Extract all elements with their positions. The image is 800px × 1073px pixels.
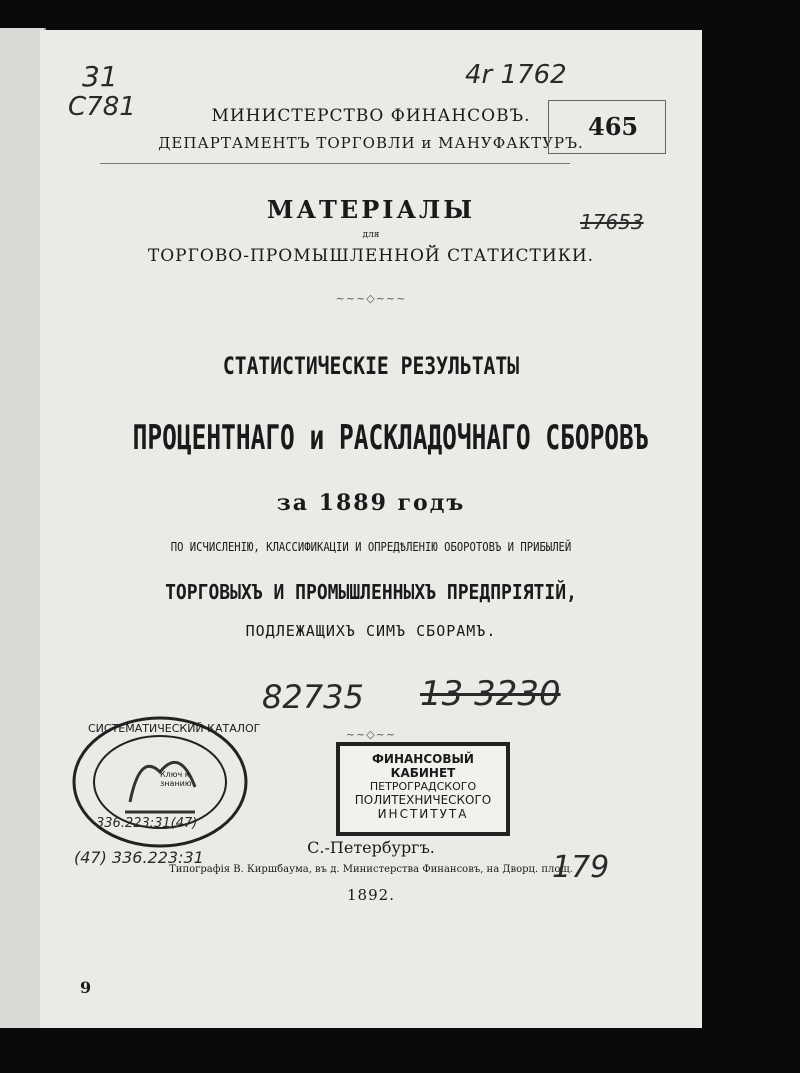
ministry-heading: МИНИСТЕРСТВО ФИНАНСОВЪ. — [211, 106, 531, 126]
handwritten-shelf-number: 31 — [82, 60, 118, 93]
institute-stamp-line1: ФИНАНСОВЫЙ КАБИНЕТ — [372, 752, 474, 780]
main-subject: ПОДЛЕЖАЩИХЪ СИМЪ СБОРАМЪ. — [245, 622, 497, 640]
imprint-year: 1892. — [347, 886, 395, 904]
main-title-line2: ПРОЦЕНТНАГО и РАСКЛАДОЧНАГО СБОРОВЪ — [132, 418, 649, 458]
ornament-divider-2: ~~◇~~ — [345, 728, 397, 741]
department-heading: ДЕПАРТАМЕНТЪ ТОРГОВЛИ и МАНУФАКТУРЪ. — [158, 134, 584, 152]
handwritten-top-right: 4r 1762 — [465, 60, 567, 90]
page-marker: 9 — [80, 978, 92, 997]
handwritten-stamp-ref: (47) 336.223:31 — [74, 848, 204, 867]
handwritten-number-left: 82735 — [262, 678, 364, 716]
institute-stamp-line4: ИНСТИТУТА — [377, 807, 469, 821]
institute-stamp — [336, 742, 510, 836]
handwritten-shelf-code: C781 — [68, 92, 136, 122]
institute-stamp-line2: ПЕТРОГРАДСКОГО — [369, 780, 477, 793]
main-enterprises: ТОРГОВЫХЪ И ПРОМЫШЛЕННЫХЪ ПРЕДПРІЯТІЙ, — [165, 580, 577, 604]
catalogue-stamp-motto: Ключ к знанию — [160, 770, 192, 788]
handwritten-side-number: 179 — [552, 850, 610, 885]
title-page — [40, 30, 702, 1028]
header-rule — [100, 163, 570, 164]
main-title-year: за 1889 годъ — [276, 490, 466, 516]
catalogue-stamp-number: 336.223:31(47) — [96, 816, 198, 831]
main-title-line1: СТАТИСТИЧЕСКІЕ РЕЗУЛЬТАТЫ — [222, 352, 520, 380]
series-subtitle: ТОРГОВО-ПРОМЫШЛЕННОЙ СТАТИСТИКИ. — [147, 246, 595, 266]
page-number: 465 — [588, 112, 639, 141]
institute-stamp-line3: ПОЛИТЕХНИЧЕСКОГО — [354, 793, 492, 807]
handwritten-number-right: 13 3230 — [420, 674, 561, 714]
imprint-printer: Типографія В. Киршбаума, въ д. Министерства Финансовъ, на Дворц. площ. — [169, 864, 573, 875]
series-for: для — [362, 230, 380, 240]
imprint-city: С.-Петербургъ. — [307, 838, 435, 857]
catalogue-stamp-label: СИСТЕМАТИЧЕСКИЙ КАТАЛОГ — [88, 722, 261, 735]
ornament-divider: ~~~◇~~~ — [335, 292, 407, 305]
struck-number: 17653 — [580, 210, 644, 234]
series-title: МАТЕРІАЛЫ — [266, 195, 476, 224]
main-subtitle: ПО ИСЧИСЛЕНІЮ, КЛАССИФИКАЦІИ И ОПРЕДѢЛЕНІЮ ОБОРОТОВЪ И ПРИБЫЛЕЙ — [170, 540, 572, 554]
